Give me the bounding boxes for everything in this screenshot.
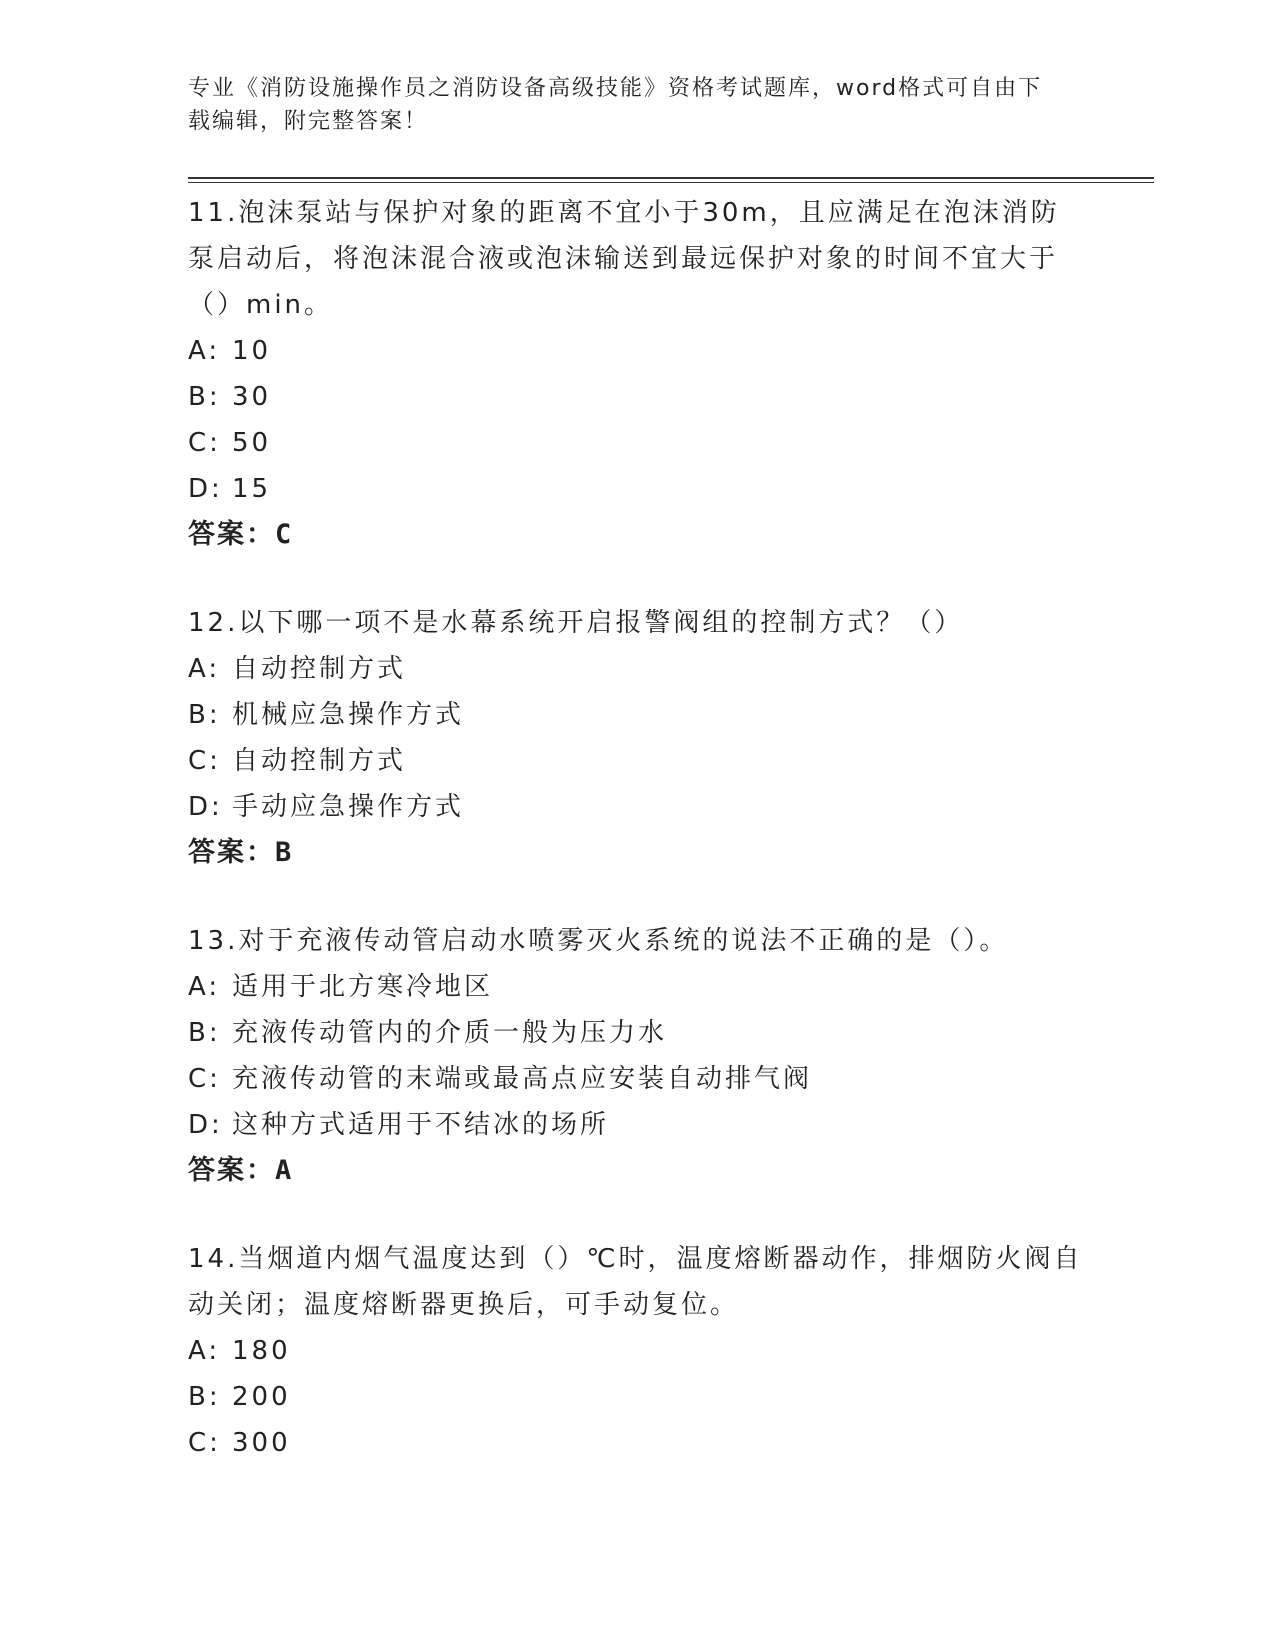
question-text: 11.泡沫泵站与保护对象的距离不宜小于30m，且应满足在泡沫消防泵启动后，将泡沫混合液或泡沫输送到最远保护对象的时间不宜大于（）min。: [188, 198, 1060, 320]
option-value: 这种方式适用于不结冰的场所: [232, 1110, 610, 1140]
option-key: D:: [188, 1110, 223, 1140]
option-key: C:: [188, 1064, 221, 1094]
document-header: [188, 72, 1088, 138]
option-value: 自动控制方式: [232, 654, 407, 684]
option-key: A:: [188, 336, 221, 366]
option-value: 30: [232, 382, 272, 412]
option-value: 机械应急操作方式: [232, 700, 465, 730]
option-value: 15: [232, 474, 272, 504]
answer-label: 答案：: [188, 519, 275, 550]
answer-line: [188, 512, 1088, 558]
answer-line: [188, 830, 1088, 876]
option-value: 充液传动管的末端或最高点应安装自动排气阀: [232, 1064, 813, 1094]
header-divider-thin: [188, 182, 1154, 183]
answer-label: 答案：: [188, 837, 275, 868]
question-11: [188, 190, 1088, 558]
option-b: [188, 692, 1088, 738]
option-key: B:: [188, 1018, 221, 1048]
header-line-2: 载编辑，附完整答案！: [188, 109, 429, 134]
option-a: [188, 328, 1088, 374]
question-13: [188, 918, 1088, 1194]
header-line-1: 专业《消防设施操作员之消防设备高级技能》资格考试题库，word格式可自由下: [188, 76, 1043, 101]
option-c: [188, 1056, 1088, 1102]
option-key: A:: [188, 972, 221, 1002]
answer-value: C: [275, 519, 294, 550]
option-key: B:: [188, 382, 221, 412]
option-d: [188, 784, 1088, 830]
question-12: [188, 600, 1088, 876]
option-c: [188, 420, 1088, 466]
option-d: [188, 466, 1088, 512]
option-key: C:: [188, 1428, 221, 1458]
option-value: 手动应急操作方式: [232, 792, 465, 822]
option-value: 适用于北方寒冷地区: [232, 972, 494, 1002]
question-list: [188, 190, 1088, 1508]
option-a: [188, 1328, 1088, 1374]
answer-value: A: [275, 1155, 294, 1186]
question-text: 13.对于充液传动管启动水喷雾灭火系统的说法不正确的是（）。: [188, 926, 1009, 956]
answer-line: [188, 1148, 1088, 1194]
answer-value: B: [275, 837, 294, 868]
option-key: B:: [188, 1382, 221, 1412]
option-c: [188, 738, 1088, 784]
option-value: 180: [232, 1336, 291, 1366]
option-value: 10: [232, 336, 272, 366]
option-b: [188, 1374, 1088, 1420]
option-key: A:: [188, 654, 221, 684]
option-key: C:: [188, 746, 221, 776]
option-b: [188, 1010, 1088, 1056]
option-a: [188, 964, 1088, 1010]
question-text: 14.当烟道内烟气温度达到（）℃时，温度熔断器动作，排烟防火阀自动关闭；温度熔断器更换后，可手动复位。: [188, 1244, 1083, 1320]
option-key: C:: [188, 428, 221, 458]
option-value: 300: [232, 1428, 291, 1458]
option-b: [188, 374, 1088, 420]
question-14: [188, 1236, 1088, 1466]
question-text: 12.以下哪一项不是水幕系统开启报警阀组的控制方式？（）: [188, 608, 964, 638]
option-value: 200: [232, 1382, 291, 1412]
option-key: B:: [188, 700, 221, 730]
answer-label: 答案：: [188, 1155, 275, 1186]
option-a: [188, 646, 1088, 692]
header-divider-thick: [188, 177, 1154, 179]
option-key: D:: [188, 792, 223, 822]
option-d: [188, 1102, 1088, 1148]
option-c: [188, 1420, 1088, 1466]
option-value: 充液传动管内的介质一般为压力水: [232, 1018, 668, 1048]
option-value: 50: [232, 428, 272, 458]
option-value: 自动控制方式: [232, 746, 407, 776]
option-key: D:: [188, 474, 223, 504]
option-key: A:: [188, 1336, 221, 1366]
